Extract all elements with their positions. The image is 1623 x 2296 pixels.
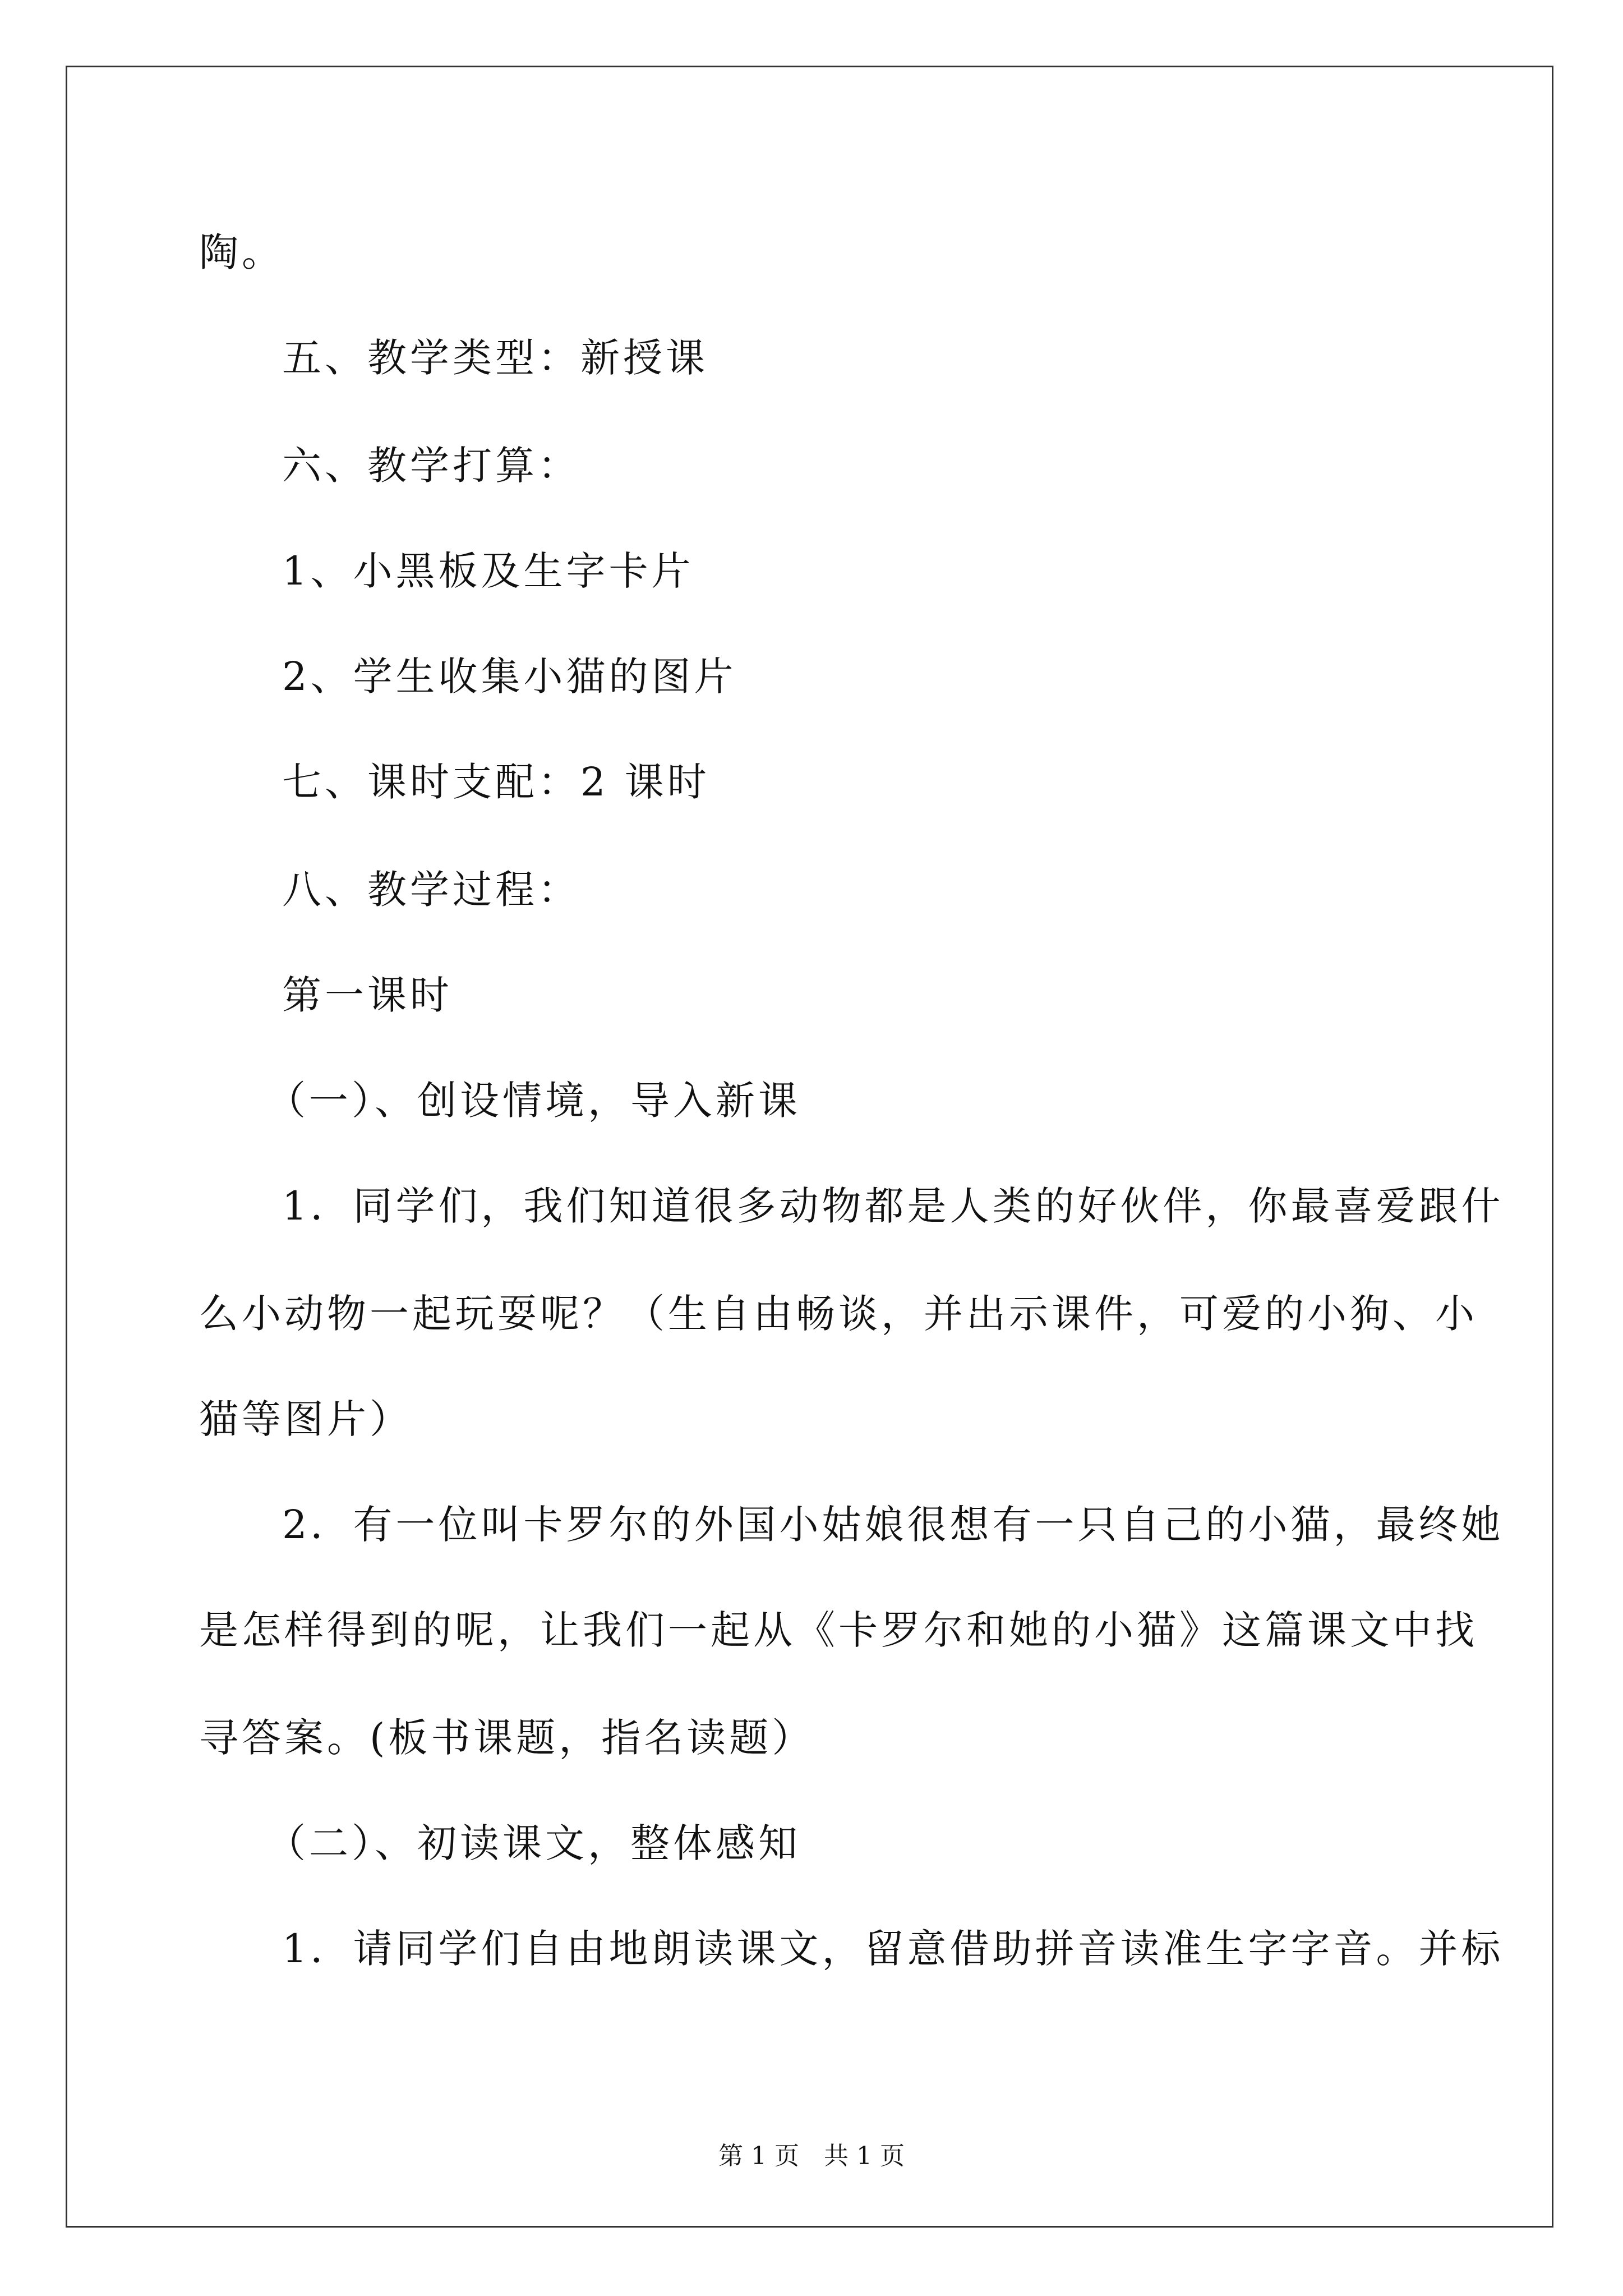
text-line: 寻答案。(板书课题，指名读题） xyxy=(199,1715,815,1761)
section-heading: （一）、创设情境，导入新课 xyxy=(266,1078,801,1124)
text-line: 么小动物一起玩耍呢？（生自由畅谈，并出示课件，可爱的小狗、小 xyxy=(199,1291,1478,1337)
text-line: 五、教学类型：新授课 xyxy=(282,335,708,381)
text-line: 第一课时 xyxy=(282,972,453,1018)
text-line: 1、小黑板及生字卡片 xyxy=(282,548,694,594)
text-line: 七、课时支配：2 课时 xyxy=(282,759,710,805)
section-heading: （二）、初读课文，整体感知 xyxy=(266,1820,801,1866)
text-line: 六、教学打算： xyxy=(282,443,580,489)
text-line: 1．请同学们自由地朗读课文，留意借助拼音读准生字字音。并标 xyxy=(282,1926,1504,1972)
text-line: 陶。 xyxy=(199,229,284,275)
text-line: 2、学生收集小猫的图片 xyxy=(282,654,737,700)
text-line: 八、教学过程： xyxy=(282,867,580,913)
page-footer: 第 1 页 共 1 页 xyxy=(718,2142,905,2170)
text-line: 猫等图片） xyxy=(199,1396,412,1442)
page-border xyxy=(66,66,1553,2228)
text-line: 2．有一位叫卡罗尔的外国小姑娘很想有一只自己的小猫，最终她 xyxy=(282,1502,1504,1548)
text-line: 1．同学们，我们知道很多动物都是人类的好伙伴，你最喜爱跟什 xyxy=(282,1183,1504,1229)
text-line: 是怎样得到的呢，让我们一起从《卡罗尔和她的小猫》这篇课文中找 xyxy=(199,1607,1478,1653)
